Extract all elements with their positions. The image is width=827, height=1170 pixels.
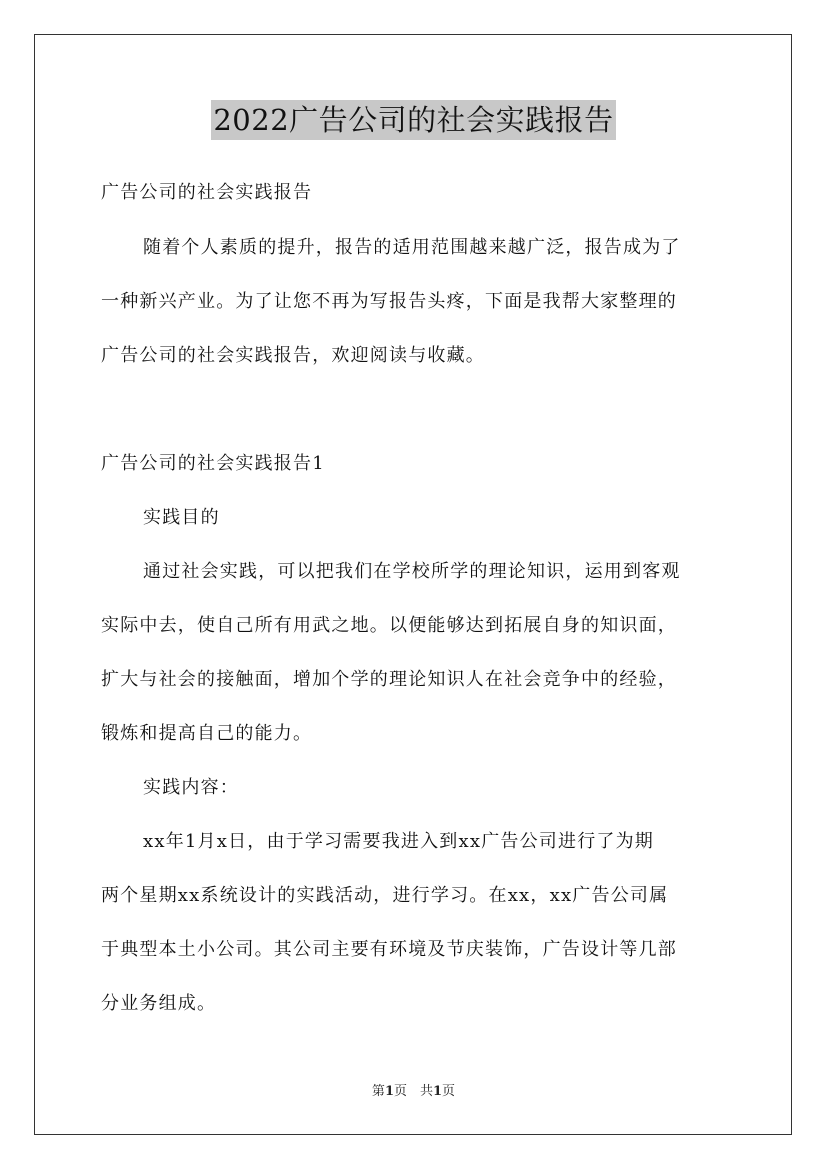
footer-mid: 页 共	[393, 1084, 433, 1099]
section-heading: 广告公司的社会实践报告1	[101, 453, 325, 474]
footer-prefix: 第	[371, 1084, 385, 1099]
document-title: 2022广告公司的社会实践报告	[211, 100, 615, 140]
paragraph-line: 两个星期xx系统设计的实践活动，进行学习。在xx，xx广告公司属	[101, 885, 669, 906]
subtitle-line: 广告公司的社会实践报告	[101, 182, 313, 203]
paragraph-line: 广告公司的社会实践报告，欢迎阅读与收藏。	[101, 345, 485, 366]
paragraph-line: 锻炼和提高自己的能力。	[101, 723, 313, 744]
paragraph-line: 分业务组成。	[101, 993, 217, 1014]
paragraph-line: 随着个人素质的提升，报告的适用范围越来越广泛，报告成为了	[143, 237, 681, 258]
paragraph-line: 实际中去，使自己所有用武之地。以便能够达到拓展自身的知识面，	[101, 615, 677, 636]
footer-suffix: 页	[442, 1084, 456, 1099]
paragraph-line: 通过社会实践，可以把我们在学校所学的理论知识，运用到客观	[143, 561, 681, 582]
section-subheading: 实践目的	[143, 507, 220, 528]
paragraph-line: 一种新兴产业。为了让您不再为写报告头疼，下面是我帮大家整理的	[101, 291, 677, 312]
footer-page-total: 1	[433, 1084, 443, 1099]
paragraph-line: xx年1月x日，由于学习需要我进入到xx广告公司进行了为期	[143, 831, 655, 852]
title-container	[0, 100, 827, 140]
page-footer	[0, 1084, 827, 1100]
footer-page-number: 1	[384, 1084, 394, 1099]
section-subheading: 实践内容：	[143, 777, 239, 798]
paragraph-line: 扩大与社会的接触面，增加个学的理论知识人在社会竞争中的经验，	[101, 669, 677, 690]
paragraph-line: 于典型本土小公司。其公司主要有环境及节庆装饰，广告设计等几部	[101, 939, 677, 960]
